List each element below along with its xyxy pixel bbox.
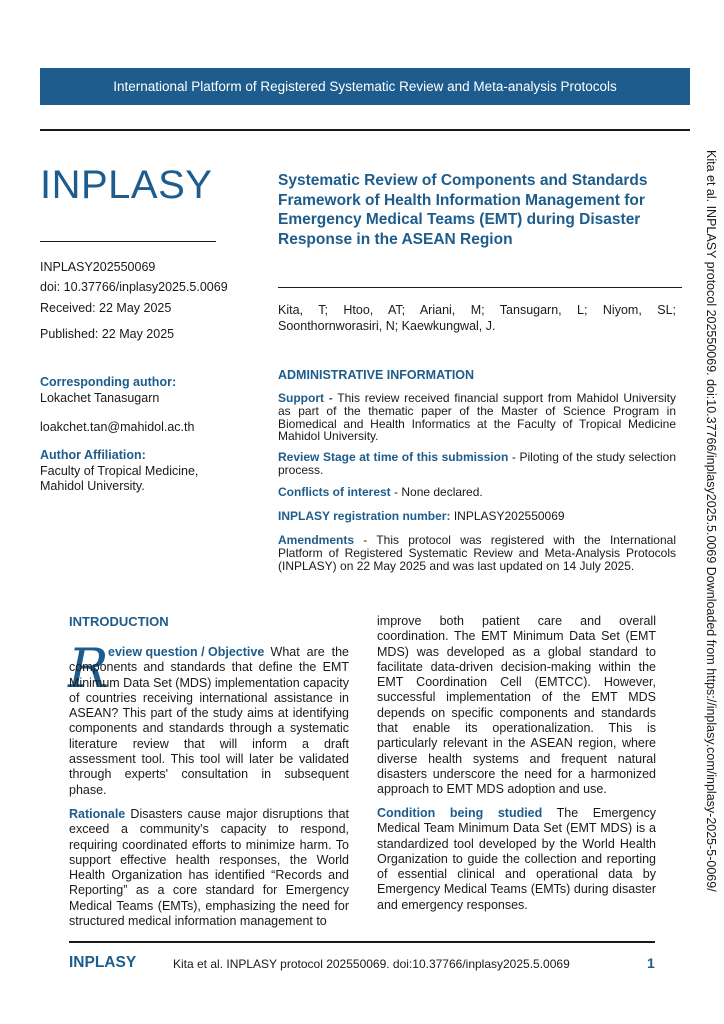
received-date: Received: 22 May 2025 — [40, 301, 172, 315]
condition-paragraph — [377, 806, 656, 913]
title-rule — [278, 287, 682, 288]
inplasy-id: INPLASY202550069 — [40, 260, 156, 274]
registration-label: INPLASY registration number: — [278, 509, 451, 523]
rq-label: eview question / Objective — [108, 645, 265, 659]
rq-text: What are the components and standards that define the EMT Minimum Data Set (MDS) implementation capacity of countries receiving international assistance in ASEAN? This part of the study aims at identifying components and standards through a systematic literature review that will inform a draft assessment tool. This tool will later be validated through experts' consultation in subsequent phase. — [69, 645, 349, 797]
support-label: Support - — [278, 391, 333, 405]
introduction-heading: INTRODUCTION — [69, 614, 169, 629]
published-date: Published: 22 May 2025 — [40, 327, 175, 341]
drop-cap: R — [68, 637, 109, 700]
page-number: 1 — [647, 955, 655, 971]
condition-text: The Emergency Medical Team Minimum Data Set (EMT MDS) is a standardized tool developed by the World Health Organization to guide the collection and reporting of essential clinical and operational data by Emergency Medical Teams (EMTs) during disaster and emergency responses. — [377, 806, 656, 912]
article-title: Systematic Review of Components and Standards Framework of Health Information Management for Emergency Medical Teams (EMT) during Disaster Response in the ASEAN Region — [278, 172, 648, 248]
author-list: Kita, T; Htoo, AT; Ariani, M; Tansugarn, L; Niyom, SL; Soonthornworasiri, N; Kaewkungwal, J. — [278, 303, 676, 333]
header-banner — [40, 68, 690, 105]
support-text: This review received financial support from Mahidol University as part of the thematic paper of the Master of Science Program in Biomedical and Health Informatics at the Faculty of Tropical Medicine Mahidol University. — [278, 391, 676, 444]
footer-brand: INPLASY — [69, 954, 137, 971]
registration-paragraph — [278, 510, 676, 523]
conflicts-label: Conflicts of interest — [278, 485, 391, 499]
conflicts-paragraph — [278, 486, 676, 499]
admin-heading: ADMINISTRATIVE INFORMATION — [278, 368, 475, 382]
banner-text: International Platform of Registered Systematic Review and Meta-analysis Protocols — [113, 79, 617, 94]
affiliation-line1: Faculty of Tropical Medicine, — [40, 463, 199, 478]
footer-rule — [69, 941, 655, 943]
affiliation-block — [40, 448, 240, 495]
amendments-label: Amendments — [278, 533, 355, 547]
corresponding-block — [40, 375, 240, 436]
amendments-paragraph — [278, 534, 676, 572]
rationale-text: Disasters cause major disruptions that exceed a community's capacity to respond, requiring coordinated efforts to minimize harm. To support effective health responses, the World Health Organization has identified “Records and Reporting” as a core standard for Emergency Medical Teams (EMTs), emphasizing the need for structured medical information management to — [69, 807, 349, 929]
top-rule — [40, 129, 690, 131]
corresponding-label: Corresponding author: — [40, 375, 177, 389]
support-paragraph — [278, 392, 676, 443]
doi-link[interactable]: doi: 10.37766/inplasy2025.5.0069 — [40, 280, 228, 294]
corresponding-email[interactable]: loakchet.tan@mahidol.ac.th — [40, 420, 195, 434]
side-citation: Kita et al. INPLASY protocol 202550069. doi:10.37766/inplasy2025.5.0069 Downloaded from https://inplasy.com/inplasy-2025-5-0069/ — [704, 150, 718, 892]
corresponding-name: Lokachet Tanasugarn — [40, 390, 160, 405]
condition-label: Condition being studied — [377, 806, 543, 820]
review-question-paragraph — [68, 637, 349, 798]
registration-text: INPLASY202550069 — [450, 509, 565, 523]
amendments-text: - This protocol was registered with the International Platform of Registered Systematic Review and Meta-Analysis Protocols (INPLASY) on 22 May 2025 and was last updated on 14 July 2025. — [278, 533, 676, 573]
stage-text: - Piloting of the study selection process. — [278, 450, 676, 477]
conflicts-text: - None declared. — [390, 485, 483, 499]
affiliation-label: Author Affiliation: — [40, 448, 146, 462]
stage-paragraph — [278, 451, 676, 477]
column2-paragraph: improve both patient care and overall coordination. The EMT Minimum Data Set (EMT MDS) was developed as a global standard to facilitate data-driven decision-making within the EMT Coordination Cell (EMTCC). However, successful implementation of the EMT MDS depends on specific components and standards that enable its operationalization. This is particularly relevant in the ASEAN region, where diverse health systems and frequent natural disasters underscore the need for a harmonized approach to EMT MDS adoption and use. — [377, 614, 656, 797]
left-divider — [40, 241, 216, 242]
stage-label: Review Stage at time of this submission — [278, 450, 509, 464]
footer-citation: Kita et al. INPLASY protocol 202550069. doi:10.37766/inplasy2025.5.0069 — [173, 957, 570, 971]
journal-logo: INPLASY — [40, 163, 213, 207]
rationale-paragraph — [69, 807, 349, 929]
affiliation-line2: Mahidol University. — [40, 479, 145, 493]
rationale-label: Rationale — [69, 807, 126, 821]
